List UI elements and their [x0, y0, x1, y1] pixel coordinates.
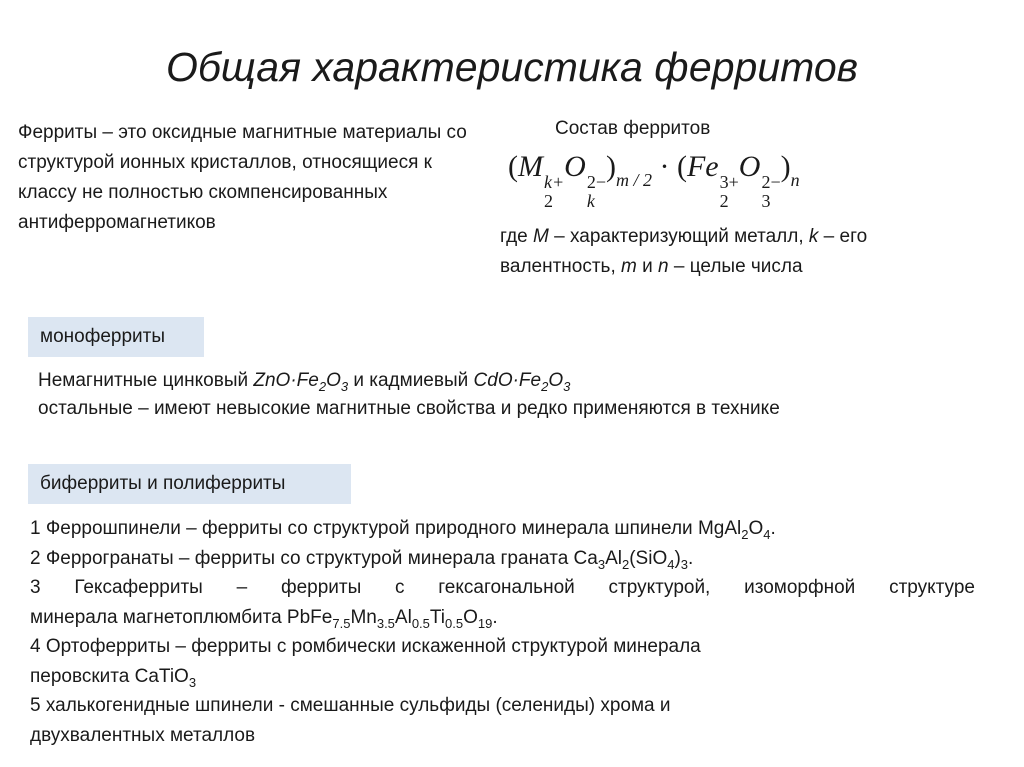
where-var-m-lower: m: [621, 256, 637, 277]
formula-Fe-sup: 3+: [719, 172, 739, 192]
formula-subscript: 3: [563, 378, 571, 394]
where-text: – характеризующий металл,: [548, 226, 809, 247]
formula-subscript: 7.5: [332, 615, 351, 631]
list-item: 5 халькогенидные шпинели - смешанные сульфиды (селениды) хрома и: [30, 695, 671, 716]
where-var-n: n: [658, 256, 669, 277]
item-text: перовскита CaTiO: [30, 665, 189, 687]
item-word: ферриты: [280, 577, 362, 598]
formula-dot: ·: [659, 150, 670, 183]
where-text: где: [500, 226, 534, 247]
where-var-k: k: [808, 226, 819, 247]
formula-subscript: 4: [763, 526, 771, 542]
item-text: 1 Феррошпинели – ферриты со структурой природного минерала шпинели MgAl: [30, 518, 742, 539]
formula-Fe-sub: 2: [719, 191, 729, 211]
item-word: –: [236, 577, 248, 598]
item-word: 3: [30, 577, 41, 598]
formula-sub1: m / 2: [615, 170, 652, 190]
formula-subscript: 0.5: [411, 615, 430, 631]
mono-text-part: и кадмиевый: [348, 370, 474, 391]
ferrite-types-list: [30, 514, 975, 750]
formula-part: Ti: [429, 606, 446, 628]
formula-O2-sup: 2−: [761, 172, 781, 192]
formula-Fe-indices: [720, 173, 739, 211]
ferrite-formula: [508, 150, 968, 212]
monoferrites-description: [38, 367, 1018, 423]
formula-subscript: 3: [680, 556, 689, 572]
formula-subscript: 4: [667, 556, 675, 572]
formula-subscript: 2: [621, 556, 630, 572]
formula-O-sub: k: [586, 191, 595, 211]
formula-subscript: 0.5: [445, 615, 464, 631]
formula-lparen2: (: [676, 150, 687, 183]
formula-M-sup: k+: [544, 172, 565, 192]
monoferrites-line-2: остальные – имеют невысокие магнитные свойства и редко применяются в технике: [38, 398, 780, 419]
where-text: – его валентность,: [500, 226, 868, 277]
formula-subscript: 2: [741, 526, 749, 542]
formula-part: O: [463, 606, 478, 628]
mono-text-part: Немагнитные цинковый: [38, 370, 254, 391]
formula-O-indices: [587, 173, 606, 211]
formula-M-sub: 2: [544, 191, 553, 211]
where-text: и: [636, 256, 659, 277]
formula-Fe: Fe: [686, 150, 719, 183]
list-item: [30, 514, 975, 544]
formula-O-sup: 2−: [586, 172, 606, 192]
list-item: 4 Ортоферриты – ферриты с ромбически искаженной структурой минерала: [30, 636, 701, 657]
formula-part: (SiO: [629, 547, 668, 569]
formula-O2-indices: [761, 173, 780, 211]
formula-subscript: 3: [340, 378, 349, 394]
where-var-m: M: [533, 226, 549, 247]
item-word: изоморфной: [744, 577, 856, 598]
cadmium-ferrite-formula: CdO·Fe: [473, 370, 542, 391]
formula-part: Mn: [350, 606, 377, 628]
item-text: минерала магнетоплюмбита PbFe: [30, 606, 333, 628]
item-end: .: [770, 518, 776, 539]
formula-part: O: [326, 370, 341, 391]
monoferrites-line-1: [38, 367, 1018, 395]
item-word: Гексаферриты: [74, 577, 203, 598]
list-item-continuation: [30, 603, 975, 633]
formula-explanation: [500, 222, 980, 282]
item-word: структурой,: [608, 577, 711, 598]
item-word: с: [395, 577, 405, 598]
item-end: .: [688, 547, 694, 569]
biferrites-header: биферриты и полиферриты: [28, 464, 351, 504]
list-item: [30, 573, 975, 603]
formula-subscript: 3: [188, 674, 197, 690]
formula-M-indices: [544, 173, 564, 211]
formula-part: ): [674, 547, 681, 569]
formula-subscript: 19: [477, 615, 493, 631]
composition-label: Состав ферритов: [555, 118, 711, 139]
formula-part: Al: [605, 547, 622, 569]
item-text: 2 Феррогранаты – ферриты со структурой минерала граната Ca: [30, 547, 598, 569]
formula-rparen: ): [605, 150, 616, 183]
item-end: .: [492, 606, 498, 628]
formula-lparen: (: [508, 150, 518, 183]
formula-subscript: 3: [597, 556, 606, 572]
formula-part: O: [548, 370, 564, 391]
zinc-ferrite-formula: ZnO·Fe: [253, 370, 319, 391]
page-title: Общая характеристика ферритов: [165, 44, 859, 90]
list-item: [30, 544, 975, 574]
item-word: структуре: [889, 577, 975, 598]
formula-rparen2: ): [780, 150, 791, 183]
formula-M: M: [518, 150, 543, 183]
ferrite-definition: Ферриты – это оксидные магнитные материалы со структурой ионных кристаллов, относящиеся к классу не полностью скомпенсированных антиферромагнетиков: [18, 122, 467, 233]
formula-O: O: [564, 150, 586, 183]
formula-O2: O: [738, 150, 761, 183]
formula-O2-sub: 3: [761, 191, 771, 211]
formula-part: O: [748, 518, 764, 539]
formula-subscript: 3.5: [376, 615, 395, 631]
formula-subscript: 2: [318, 378, 327, 394]
formula-subscript: 2: [541, 378, 549, 394]
list-item-continuation: [30, 662, 975, 692]
monoferrites-header: моноферриты: [28, 317, 204, 357]
list-item-continuation: двухвалентных металлов: [30, 724, 256, 746]
where-text: – целые числа: [668, 256, 803, 277]
formula-part: Al: [394, 606, 412, 628]
formula-sub2: n: [790, 170, 800, 190]
item-word: гексагональной: [438, 577, 575, 598]
